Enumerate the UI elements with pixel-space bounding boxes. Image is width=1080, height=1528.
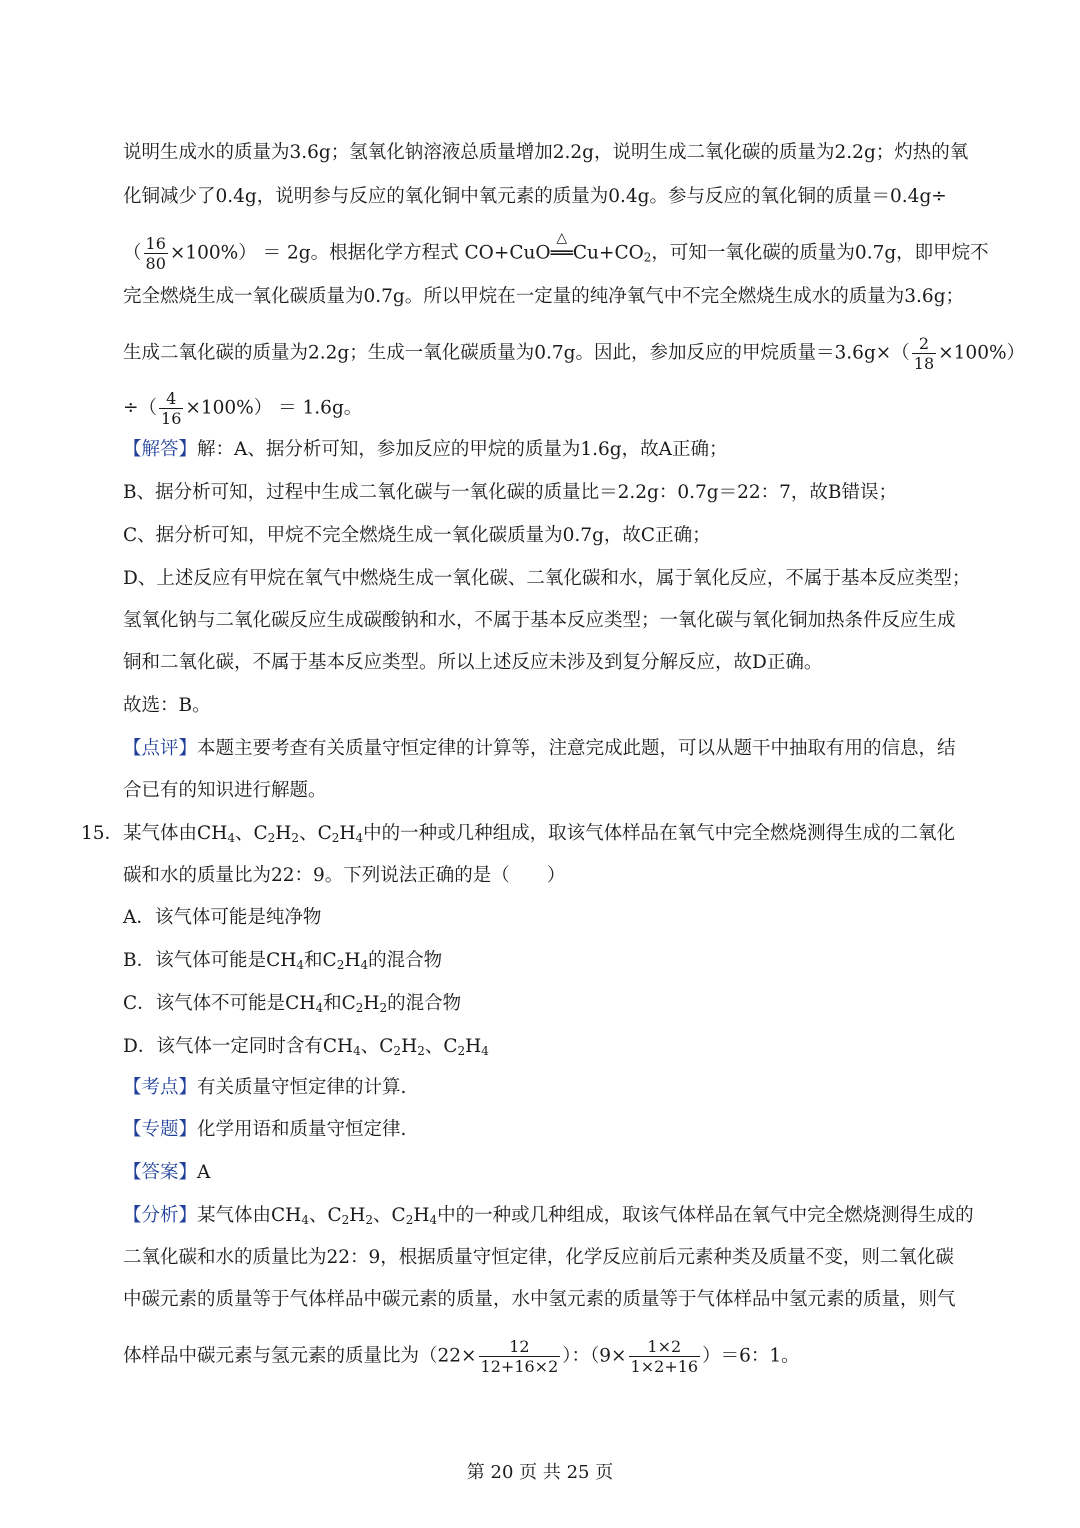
- text-line: 氢氧化钠与二氧化碳反应生成碳酸钠和水，不属于基本反应类型；一氧化碳与氧化铜加热条件反应生成: [123, 610, 956, 631]
- section-tag: 【分析】: [123, 1205, 198, 1226]
- fraction: $\frac{16}{80}$: [145, 234, 166, 273]
- equation-line: （ $\frac{16}{80}$ ×100%） ＝ 2g。根据化学方程式 CO+CuO △ $══Cu+CO_2$，可知一氧化碳的质量为0.7g，即甲烷不: [123, 229, 989, 273]
- equation-line: 体样品中碳元素与氢元素的质量比为（22× $\frac{12}{12+16\times 2}$ ）：（9× $\frac{1\times 2}{1\times 2+16}$ ）＝6：1。: [123, 1337, 800, 1376]
- kaodian-line: 【考点】有关质量守恒定律的计算.: [123, 1077, 407, 1098]
- text-line: 中碳元素的质量等于气体样品中碳元素的质量，水中氢元素的质量等于气体样品中氢元素的质量，则气: [123, 1289, 956, 1310]
- text-line: C、据分析可知，甲烷不完全燃烧生成一氧化碳质量为0.7g，故C正确；: [123, 525, 711, 546]
- section-tag: 【考点】: [123, 1077, 198, 1098]
- section-tag: 【点评】: [123, 738, 198, 759]
- fraction: $\frac{1\times 2}{1\times 2+16}$: [630, 1337, 699, 1376]
- text: 说明生成水的质量为3.6g；氢氧化钠溶液总质量增加2.2g，说明生成二氧化碳的质量为2.2g；灼热的氧: [123, 142, 969, 163]
- text-line: 铜和二氧化碳，不属于基本反应类型。所以上述反应未涉及到复分解反应，故D正确。: [123, 652, 823, 673]
- section-tag: 【解答】: [123, 439, 198, 460]
- text-line: D、上述反应有甲烷在氧气中燃烧生成一氧化碳、二氧化碳和水，属于氧化反应，不属于基本反应类型；: [123, 568, 971, 589]
- text-line: [123, 141, 968, 165]
- equation-line: ÷（ $\frac{4}{16}$ ×100%） ＝ 1.6g。: [123, 389, 363, 428]
- section-tag: 【答案】: [123, 1162, 198, 1183]
- text: 完全燃烧生成一氧化碳质量为0.7g。所以甲烷在一定量的纯净氧气中不完全燃烧生成水的质量为3.6g；: [123, 286, 965, 307]
- option-c: C．该气体不可能是$CH_4$和$C_2H_2$的混合物: [123, 993, 462, 1015]
- zhuanti-line: 【专题】化学用语和质量守恒定律.: [123, 1119, 407, 1140]
- text-line: B、据分析可知，过程中生成二氧化碳与一氧化碳的质量比＝2.2g：0.7g＝22：7，故B错误；: [123, 482, 898, 503]
- fraction: $\frac{4}{16}$: [161, 389, 182, 428]
- text-line: 合已有的知识进行解题。: [123, 780, 327, 801]
- comment-line: 【点评】本题主要考查有关质量守恒定律的计算等，注意完成此题，可以从题干中抽取有用的信息，结: [123, 738, 956, 759]
- heat-condition-sign: △ ══: [550, 229, 573, 264]
- question-15: 15．某气体由$CH_4$、$C_2H_2$、$C_2H_4$中的一种或几种组成，取该气体样品在氧气中完全燃烧测得生成的二氧化: [81, 823, 956, 845]
- text-line: 二氧化碳和水的质量比为22：9，根据质量守恒定律，化学反应前后元素种类及质量不变，则二氧化碳: [123, 1247, 954, 1268]
- text-line: 故选：B。: [123, 695, 211, 716]
- section-tag: 【专题】: [123, 1119, 198, 1140]
- answer-line: 【解答】解：A、据分析可知，参加反应的甲烷的质量为1.6g，故A正确；: [123, 439, 728, 460]
- question-number: 15．: [81, 823, 124, 844]
- page-footer: 第 20 页 共 25 页: [466, 1462, 614, 1483]
- option-d: D．该气体一定同时含有$CH_4$、$C_2H_2$、$C_2H_4$: [123, 1036, 489, 1058]
- text-line: [123, 185, 947, 209]
- text-line: 碳和水的质量比为22：9。下列说法正确的是（ ）: [123, 865, 566, 886]
- option-a: A．该气体可能是纯净物: [123, 907, 322, 928]
- text: 化铜减少了0.4g，说明参与反应的氧化铜中氧元素的质量为0.4g。参与反应的氧化铜的质量＝0.4g÷: [123, 186, 947, 207]
- fraction: $\frac{12}{12+16\times 2}$: [480, 1337, 559, 1376]
- equation-line: 生成二氧化碳的质量为2.2g；生成一氧化碳质量为0.7g。因此，参加反应的甲烷质量＝3.6g×（ $\frac{2}{18}$ ×100%）: [123, 334, 1026, 373]
- text-line: [123, 285, 964, 309]
- fenxi-line: 【分析】某气体由$CH_4$、$C_2H_2$、$C_2H_4$中的一种或几种组成，取该气体样品在氧气中完全燃烧测得生成的: [123, 1205, 974, 1227]
- daan-line: 【答案】A: [123, 1162, 211, 1183]
- fraction: $\frac{2}{18}$: [913, 334, 935, 373]
- option-b: B．该气体可能是$CH_4$和$C_2H_4$的混合物: [123, 950, 443, 972]
